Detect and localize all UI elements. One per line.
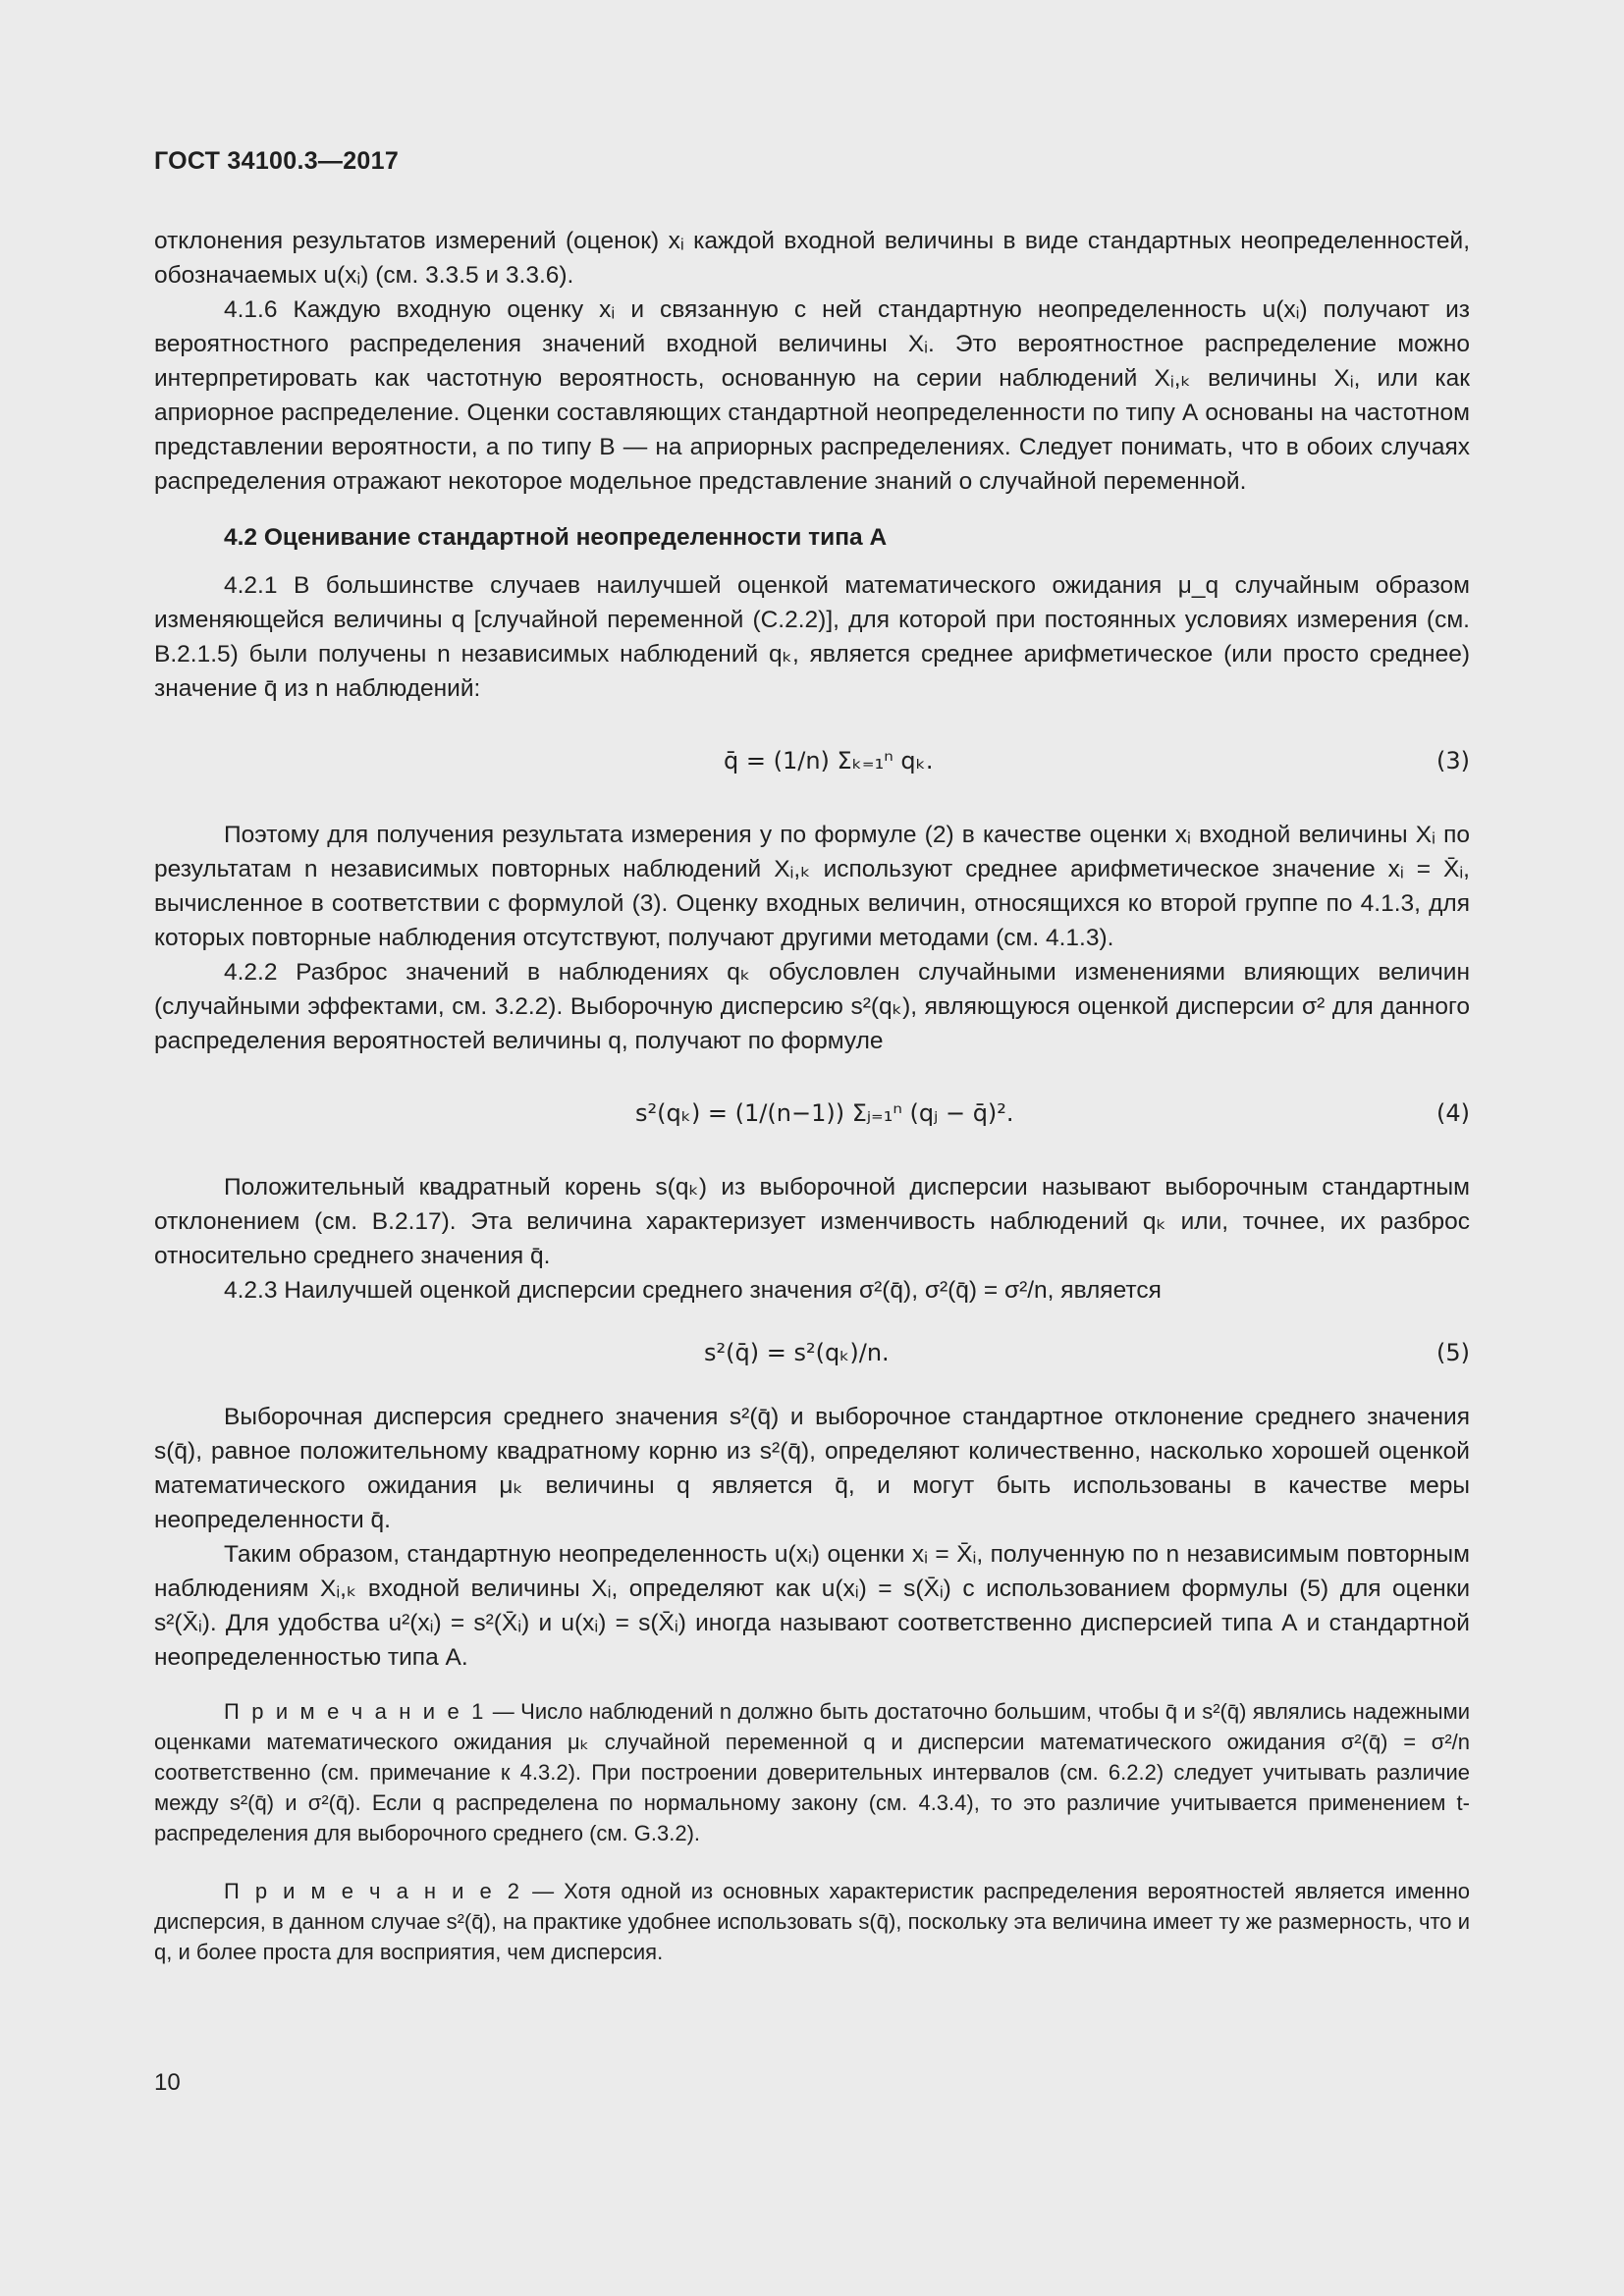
note-2 (154, 1876, 1470, 1967)
formula-5-number: (5) (1436, 1338, 1470, 1366)
notes-block (154, 1696, 1470, 1967)
paragraph-therefore: Поэтому для получения результата измерения y по формуле (2) в качестве оценки xᵢ входной величины Xᵢ по результатам n независимых повторных наблюдений Xᵢ,ₖ используют среднее арифметическое значение xᵢ = X̄ᵢ, вычисленное в соответствии с формулой (3). Оценку входных величин, относящихся ко второй группе по 4.1.3, для которых повторные наблюдения отсутствуют, получают другими методами (см. 4.1.3). (154, 822, 1470, 951)
note-2-text: — Хотя одной из основных характеристик распределения вероятностей является именно дисперсия, в данном случае s²(q̄), на практике удобнее использовать s(q̄), поскольку эта величина имеет ту же размерность, что и q, и более проста для восприятия, чем дисперсия. (154, 1879, 1470, 1964)
paragraph-thus: Таким образом, стандартную неопределенность u(xᵢ) оценки xᵢ = X̄ᵢ, полученную по n независимым повторным наблюдениям Xᵢ,ₖ входной величины Xᵢ, определяют как u(xᵢ) = s(X̄ᵢ) с использованием формулы (5) для оценки s²(X̄ᵢ). Для удобства u²(xᵢ) = s²(X̄ᵢ) и u(xᵢ) = s(X̄ᵢ) иногда называют соответственно дисперсией типа А и стандартной неопределенностью типа А. (154, 1541, 1470, 1671)
paragraph-4-2-2: 4.2.2 Разброс значений в наблюдениях qₖ обусловлен случайными изменениями влияющих величин (случайными эффектами, см. 3.2.2). Выборочную дисперсию s²(qₖ), являющуюся оценкой дисперсии σ² для данного распределения вероятностей величины q, получают по формуле (154, 959, 1470, 1054)
document-body (154, 224, 1470, 1967)
paragraph-continuation: отклонения результатов измерений (оценок) xᵢ каждой входной величины в виде стандартных неопределенностей, обозначаемых u(xᵢ) (см. 3.3.5 и 3.3.6). (154, 228, 1470, 289)
formula-5-expression: s²(q̄) = s²(qₖ)/n. (704, 1338, 890, 1366)
note-2-label: П р и м е ч а н и е 2 (224, 1879, 522, 1903)
formula-4-expression: s²(qₖ) = (1/(n−1)) Σⱼ₌₁ⁿ (qⱼ − q̄)². (635, 1098, 1014, 1127)
formula-3-number: (3) (1436, 746, 1470, 774)
formula-3 (154, 714, 1470, 808)
page-number: 10 (154, 2069, 181, 2096)
section-heading-4-2: 4.2 Оценивание стандартной неопределенности типа А (224, 524, 888, 551)
paragraph-square-root: Положительный квадратный корень s(qₖ) из выборочной дисперсии называют выборочным стандартным отклонением (см. В.2.17). Эта величина характеризует изменчивость наблюдений qₖ или, точнее, их разброс относительно среднего значения q̄. (154, 1174, 1470, 1269)
note-1-text: — Число наблюдений n должно быть достаточно большим, чтобы q̄ и s²(q̄) являлись надежными оценками математического ожидания μₖ случайной переменной q и дисперсии математического ожидания σ²(q̄) = σ²/n соответственно (см. примечание к 4.3.2). При построении доверительных интервалов (см. 6.2.2) следует учитывать различие между s²(q̄) и σ²(q̄). Если q распределена по нормальному закону (см. 4.3.4), то это различие учитывается применением t-распределения для выборочного среднего (см. G.3.2). (154, 1699, 1470, 1845)
document-header: ГОСТ 34100.3—2017 (154, 147, 400, 175)
paragraph-4-2-3: 4.2.3 Наилучшей оценкой дисперсии среднего значения σ²(q̄), σ²(q̄) = σ²/n, является (224, 1277, 1162, 1304)
paragraph-4-2-1: 4.2.1 В большинстве случаев наилучшей оценкой математического ожидания μ_q случайным образом изменяющейся величины q [случайной переменной (С.2.2)], для которой при постоянных условиях измерения (см. В.2.1.5) были получены n независимых наблюдений qₖ, является среднее арифметическое (или просто среднее) значение q̄ из n наблюдений: (154, 572, 1470, 702)
paragraph-sample-variance: Выборочная дисперсия среднего значения s²(q̄) и выборочное стандартное отклонение среднего значения s(q̄), равное положительному квадратному корню из s²(q̄), определяют количественно, насколько хорошей оценкой математического ожидания μₖ величины q является q̄, и могут быть использованы в качестве меры неопределенности q̄. (154, 1404, 1470, 1533)
note-1-label: П р и м е ч а н и е 1 (224, 1699, 487, 1724)
formula-4 (154, 1066, 1470, 1160)
note-1 (154, 1696, 1470, 1848)
formula-4-number: (4) (1436, 1098, 1470, 1127)
formula-5 (154, 1315, 1470, 1390)
paragraph-4-1-6: 4.1.6 Каждую входную оценку xᵢ и связанную с ней стандартную неопределенность u(xᵢ) получают из вероятностного распределения значений входной величины Xᵢ. Это вероятностное распределение можно интерпретировать как частотную вероятность, основанную на серии наблюдений Xᵢ,ₖ величины Xᵢ, или как априорное распределение. Оценки составляющих стандартной неопределенности по типу А основаны на частотном представлении вероятности, а по типу В — на априорных распределениях. Следует понимать, что в обоих случаях распределения отражают некоторое модельное представление знаний о случайной переменной. (154, 296, 1470, 495)
formula-3-expression: q̄ = (1/n) Σₖ₌₁ⁿ qₖ. (724, 746, 934, 774)
